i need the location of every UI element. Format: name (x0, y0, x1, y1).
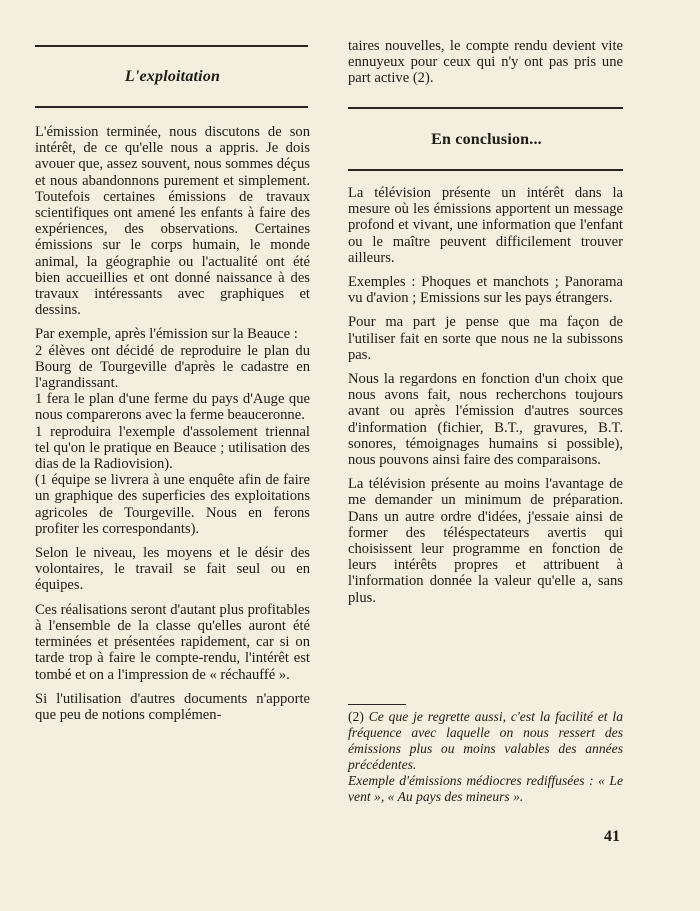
paragraph: 1 reproduira l'exemple d'assolement triennal tel qu'on le pratique en Beauce ; utilisation des dias de la Radiovision). (35, 423, 310, 473)
paragraph: L'émission terminée, nous discutons de son intérêt, de ce qu'elle nous a appris. Je dois avouer que, assez souvent, nous sommes déçus et nous abandonnons purement et simplement. Toutefois certaines émissions de travaux scientifiques ont amené les enfants à faire des expériences, des observations. Certaines émissions sur le corps humain, le monde animal, la géographie ou l'actualité ont été bien accueillies et ont donné naissance à des travaux intéressants avec graphiques et dessins. (35, 124, 310, 319)
heading-top-rule (35, 45, 308, 47)
heading-bottom-rule (348, 169, 623, 171)
heading-top-rule (348, 107, 623, 109)
paragraph: Par exemple, après l'émission sur la Beauce : (35, 326, 298, 343)
section-heading-conclusion: En conclusion... (431, 131, 542, 148)
footnote-text-2: Exemple d'émissions médiocres rediffusées : « Le vent », « Au pays des mineurs ». (348, 773, 623, 804)
footnote-rule (348, 704, 406, 705)
left-body-text (35, 124, 310, 731)
right-top-text (348, 38, 623, 87)
paragraph: La télévision présente un intérêt dans la mesure où les émissions apportent un message profond et vivant, une information que l'enfant ou le maître peuvent difficilement trouver ailleurs. (348, 185, 623, 266)
paragraph: La télévision présente au moins l'avantage de me demander un minimum de préparation. Dans un autre ordre d'idées, j'essaie ainsi de former des téléspectateurs avertis qui choisissent leur programme en fonction de leurs intérêts propres et attribuent à l'information donnée la valeur qu'elle a, sans plus. (348, 476, 623, 606)
paragraph: (1 équipe se livrera à une enquête afin de faire un graphique des superficies des exploitations agricoles de Tourgeville. Nous en ferons profiter les correspondants). (35, 472, 310, 537)
paragraph: 2 élèves ont décidé de reproduire le plan du Bourg de Tourgeville d'après le cadastre en l'agrandissant. (35, 342, 310, 392)
paragraph: Si l'utilisation d'autres documents n'apporte que peu de notions complémen- (35, 690, 310, 723)
paragraph: 1 fera le plan d'une ferme du pays d'Auge que nous comparerons avec la ferme beauceronne. (35, 391, 310, 424)
footnote-marker: (2) (348, 709, 364, 724)
paragraph: Nous la regardons en fonction d'un choix que nous avons fait, nous recherchons toujours avant ou après l'émission d'autres sources d'information (fichier, B.T., gravures, B.T. sonores, témoignages humains si possible), nous pouvons ainsi faire des comparaisons. (348, 371, 623, 469)
section-heading-exploitation: L'exploitation (124, 68, 221, 85)
paragraph: Ces réalisations seront d'autant plus profitables à l'ensemble de la classe qu'elles auront été terminées et présentées rapidement, car si on tarde trop à faire le compte-rendu, l'intérêt est tombé et on a l'impression de « réchauffé ». (35, 601, 310, 683)
paragraph: Exemples : Phoques et manchots ; Panorama vu d'avion ; Emissions sur les pays étrangers. (348, 274, 623, 307)
paragraph: Pour ma part je pense que ma façon de l'utiliser fait en sorte que nous ne la subissons pas. (348, 314, 623, 363)
right-body-text (348, 185, 623, 614)
page-number: 41 (604, 828, 620, 845)
paragraph: Selon le niveau, les moyens et le désir des volontaires, le travail se fait seul ou en équipes. (35, 545, 310, 594)
heading-bottom-rule (35, 106, 308, 108)
paragraph: taires nouvelles, le compte rendu devient vite ennuyeux pour ceux qui n'y ont pas pris une part active (2). (348, 38, 623, 87)
footnote (348, 709, 623, 805)
footnote-text: Ce que je regrette aussi, c'est la facilité et la fréquence avec laquelle on nous ressert des émissions plus ou moins valables des années précédentes. (348, 709, 623, 772)
